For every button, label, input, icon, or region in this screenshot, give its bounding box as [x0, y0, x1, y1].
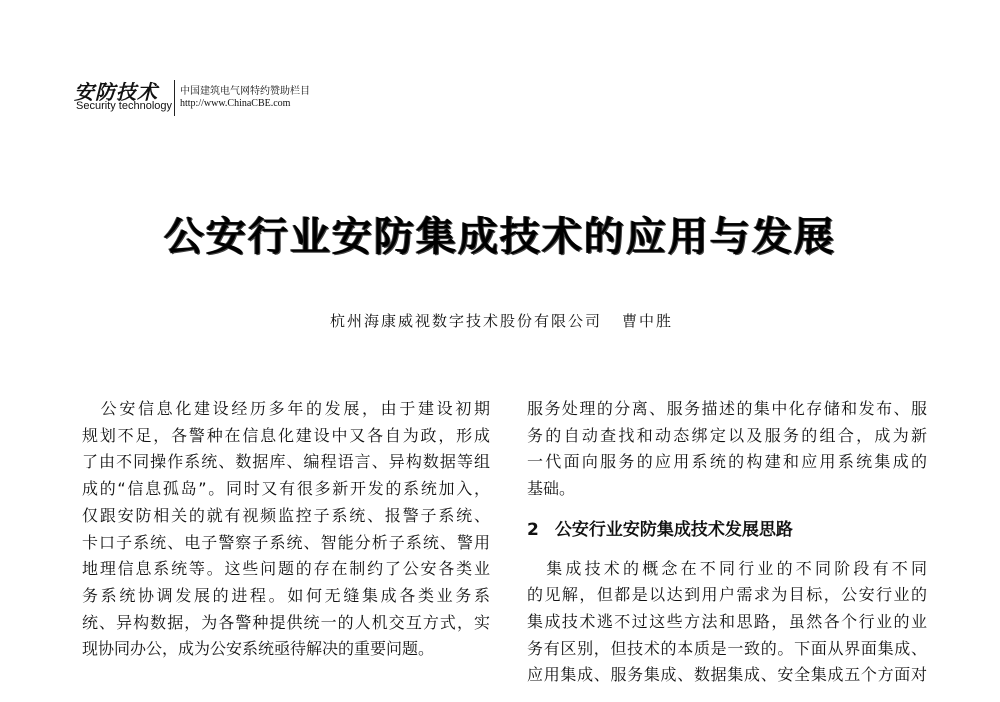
- paragraph-line: 规划不足，各警种在信息化建设中又各自为政，形成: [82, 425, 490, 445]
- paragraph-line: 集成技术逃不过这些方法和思路，虽然各个行业的业: [527, 611, 927, 631]
- column-logo-english: Security technology: [76, 100, 172, 112]
- paragraph-line: 集成技术的概念在不同行业的不同阶段有不同: [527, 558, 927, 578]
- article-title: 公安行业安防集成技术的应用与发展: [164, 214, 836, 260]
- section-heading: [527, 517, 927, 544]
- paragraph-line: 服务处理的分离、服务描述的集中化存储和发布、服: [527, 399, 927, 418]
- paragraph-line: 务有区别，但技术的本质是一致的。下面从界面集成、: [527, 638, 927, 658]
- byline: [330, 310, 673, 331]
- paragraph-line: 务系统协调发展的进程。如何无缝集成各类业务系: [82, 585, 490, 605]
- author-affiliation: 杭州海康威视数字技术股份有限公司: [330, 312, 603, 330]
- paragraph-line: 统、异构数据，为各警种提供统一的人机交互方式，实: [82, 612, 490, 632]
- sponsor-url: http://www.ChinaCBE.com: [180, 98, 291, 109]
- paragraph-line: 地理信息系统等。这些问题的存在制约了公安各类业: [82, 559, 490, 579]
- paragraph-line: 务的自动查找和动态绑定以及服务的组合，成为新: [527, 425, 927, 445]
- paragraph-line: 成的“信息孤岛”。同时又有很多新开发的系统加入，: [82, 479, 490, 499]
- paragraph-line: 卡口子系统、电子警察子系统、智能分析子系统、警用: [82, 532, 490, 552]
- paragraph-line: 现协同办公，成为公安系统亟待解决的重要问题。: [82, 639, 435, 659]
- column-logo: 安防技术: [74, 80, 158, 104]
- paragraph-line: 仅跟安防相关的就有视频监控子系统、报警子系统、: [82, 505, 490, 525]
- paragraph-line: 应用集成、服务集成、数据集成、安全集成五个方面对: [527, 665, 927, 685]
- paragraph-line: 了由不同操作系统、数据库、编程语言、异构数据等组: [82, 452, 490, 472]
- section-title: 公安行业安防集成技术发展思路: [554, 519, 793, 540]
- paragraph-line: 公安信息化建设经历多年的发展，由于建设初期: [82, 399, 490, 418]
- right-column: [527, 396, 927, 689]
- author-name: 曹中胜: [622, 312, 674, 330]
- header-divider: [174, 80, 175, 116]
- paragraph-line: 一代面向服务的应用系统的构建和应用系统集成的: [527, 452, 927, 472]
- section-number: 2: [527, 519, 539, 540]
- paragraph-line: 的见解，但都是以达到用户需求为目标，公安行业的: [527, 585, 927, 605]
- sponsor-note: 中国建筑电气网特约赞助栏目: [180, 86, 310, 97]
- left-column: [82, 396, 490, 663]
- paragraph-line: 基础。: [527, 479, 576, 499]
